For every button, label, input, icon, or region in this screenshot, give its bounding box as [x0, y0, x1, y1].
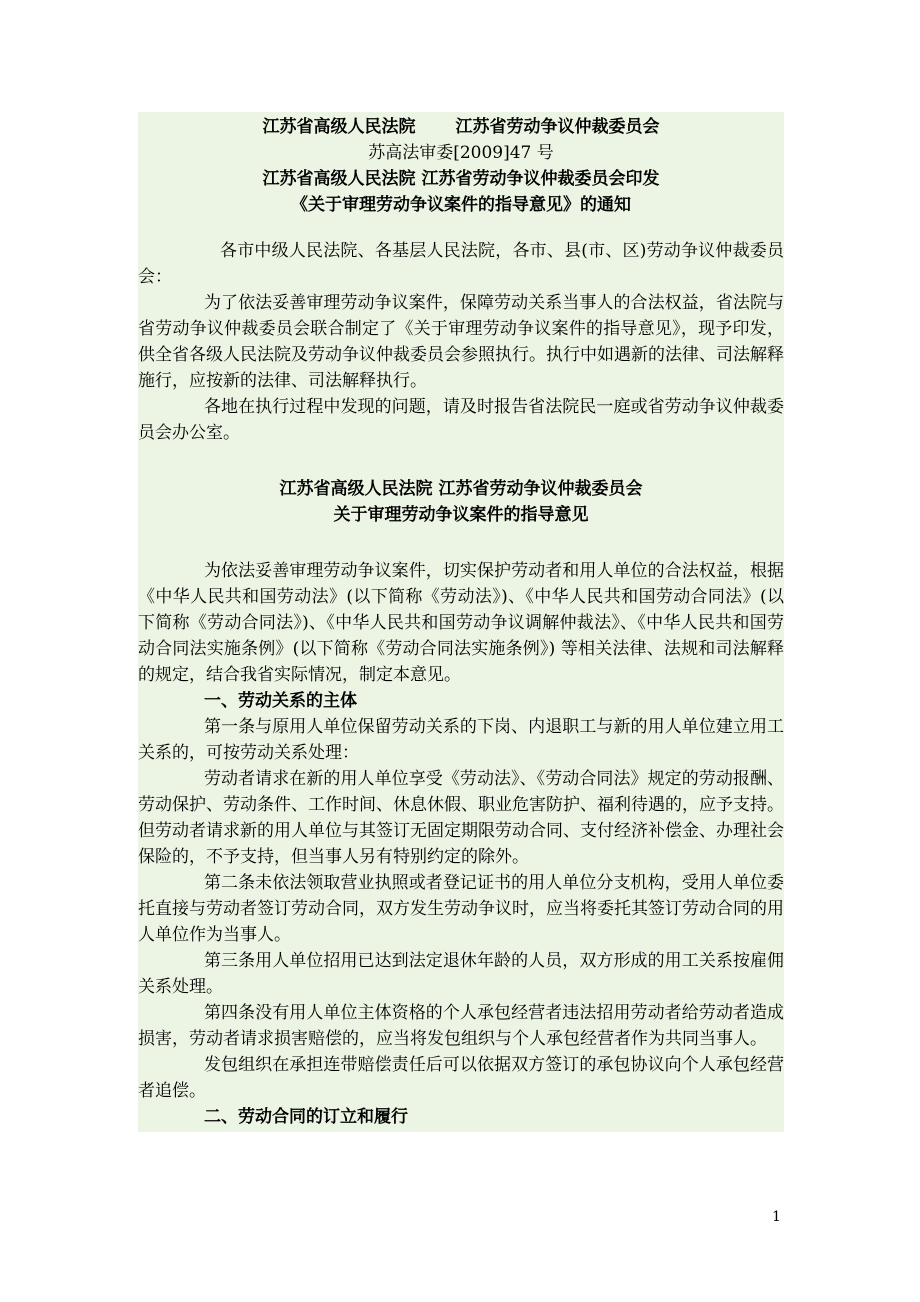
- article-1: 第一条与原用人单位保留劳动关系的下岗、内退职工与新的用人单位建立用工关系的，可按劳动关系处理：: [138, 717, 784, 763]
- page-number: 1: [772, 1209, 781, 1225]
- opinion-title-line2: 关于审理劳动争议案件的指导意见: [333, 505, 589, 525]
- notice-title-line1: 江苏省高级人民法院 江苏省劳动争议仲裁委员会印发: [262, 169, 660, 189]
- section-heading-2: 二、劳动合同的订立和履行: [204, 1107, 408, 1127]
- article-4-paragraph-2: 发包组织在承担连带赔偿责任后可以依据双方签订的承包协议向个人承包经营者追偿。: [138, 1055, 784, 1101]
- issuer-arbitration-committee: 江苏省劳动争议仲裁委员会: [455, 117, 660, 137]
- notice-addressee: 各市中级人民法院、各基层人民法院，各市、县(市、区)劳动争议仲裁委员会：: [138, 241, 784, 287]
- opinion-title-line1: 江苏省高级人民法院 江苏省劳动争议仲裁委员会: [279, 479, 643, 499]
- notice-paragraph-2: 各地在执行过程中发现的问题，请及时报告省法院民一庭或省劳动争议仲裁委员会办公室。: [138, 397, 784, 443]
- article-4: 第四条没有用人单位主体资格的个人承包经营者违法招用劳动者给劳动者造成损害，劳动者请求损害赔偿的，应当将发包组织与个人承包经营者作为共同当事人。: [138, 1003, 784, 1049]
- notice-paragraph-1: 为了依法妥善审理劳动争议案件，保障劳动关系当事人的合法权益，省法院与省劳动争议仲裁委员会联合制定了《关于审理劳动争议案件的指导意见》，现予印发，供全省各级人民法院及劳动争议仲裁委员会参照执行。执行中如遇新的法律、司法解释施行，应按新的法律、司法解释执行。: [138, 293, 784, 391]
- notice-title-line2: 《关于审理劳动争议案件的指导意见》的通知: [291, 195, 631, 215]
- issuer-court: 江苏省高级人民法院: [262, 117, 416, 137]
- issuer-line: [138, 112, 784, 140]
- document-body: [138, 112, 784, 1132]
- opinion-intro: 为依法妥善审理劳动争议案件，切实保护劳动者和用人单位的合法权益，根据《中华人民共和国劳动法》(以下简称《劳动法》)、《中华人民共和国劳动合同法》(以下简称《劳动合同法》)、《中华人民共和国劳动争议调解仲裁法》、《中华人民共和国劳动合同法实施条例》(以下简称《劳动合同法实施条例》) 等相关法律、法规和司法解释的规定，结合我省实际情况，制定本意见。: [138, 561, 784, 685]
- section-heading-1: 一、劳动关系的主体: [204, 691, 357, 711]
- article-3: 第三条用人单位招用已达到法定退休年龄的人员，双方形成的用工关系按雇佣关系处理。: [138, 951, 784, 997]
- article-2: 第二条未依法领取营业执照或者登记证书的用人单位分支机构，受用人单位委托直接与劳动者签订劳动合同，双方发生劳动争议时，应当将委托其签订劳动合同的用人单位作为当事人。: [138, 873, 784, 945]
- document-number: 苏高法审委[2009]47 号: [368, 143, 554, 163]
- article-1-paragraph-2: 劳动者请求在新的用人单位享受《劳动法》、《劳动合同法》规定的劳动报酬、劳动保护、劳动条件、工作时间、休息休假、职业危害防护、福利待遇的，应予支持。但劳动者请求新的用人单位与其签订无固定期限劳动合同、支付经济补偿金、办理社会保险的，不予支持，但当事人另有特别约定的除外。: [138, 769, 784, 867]
